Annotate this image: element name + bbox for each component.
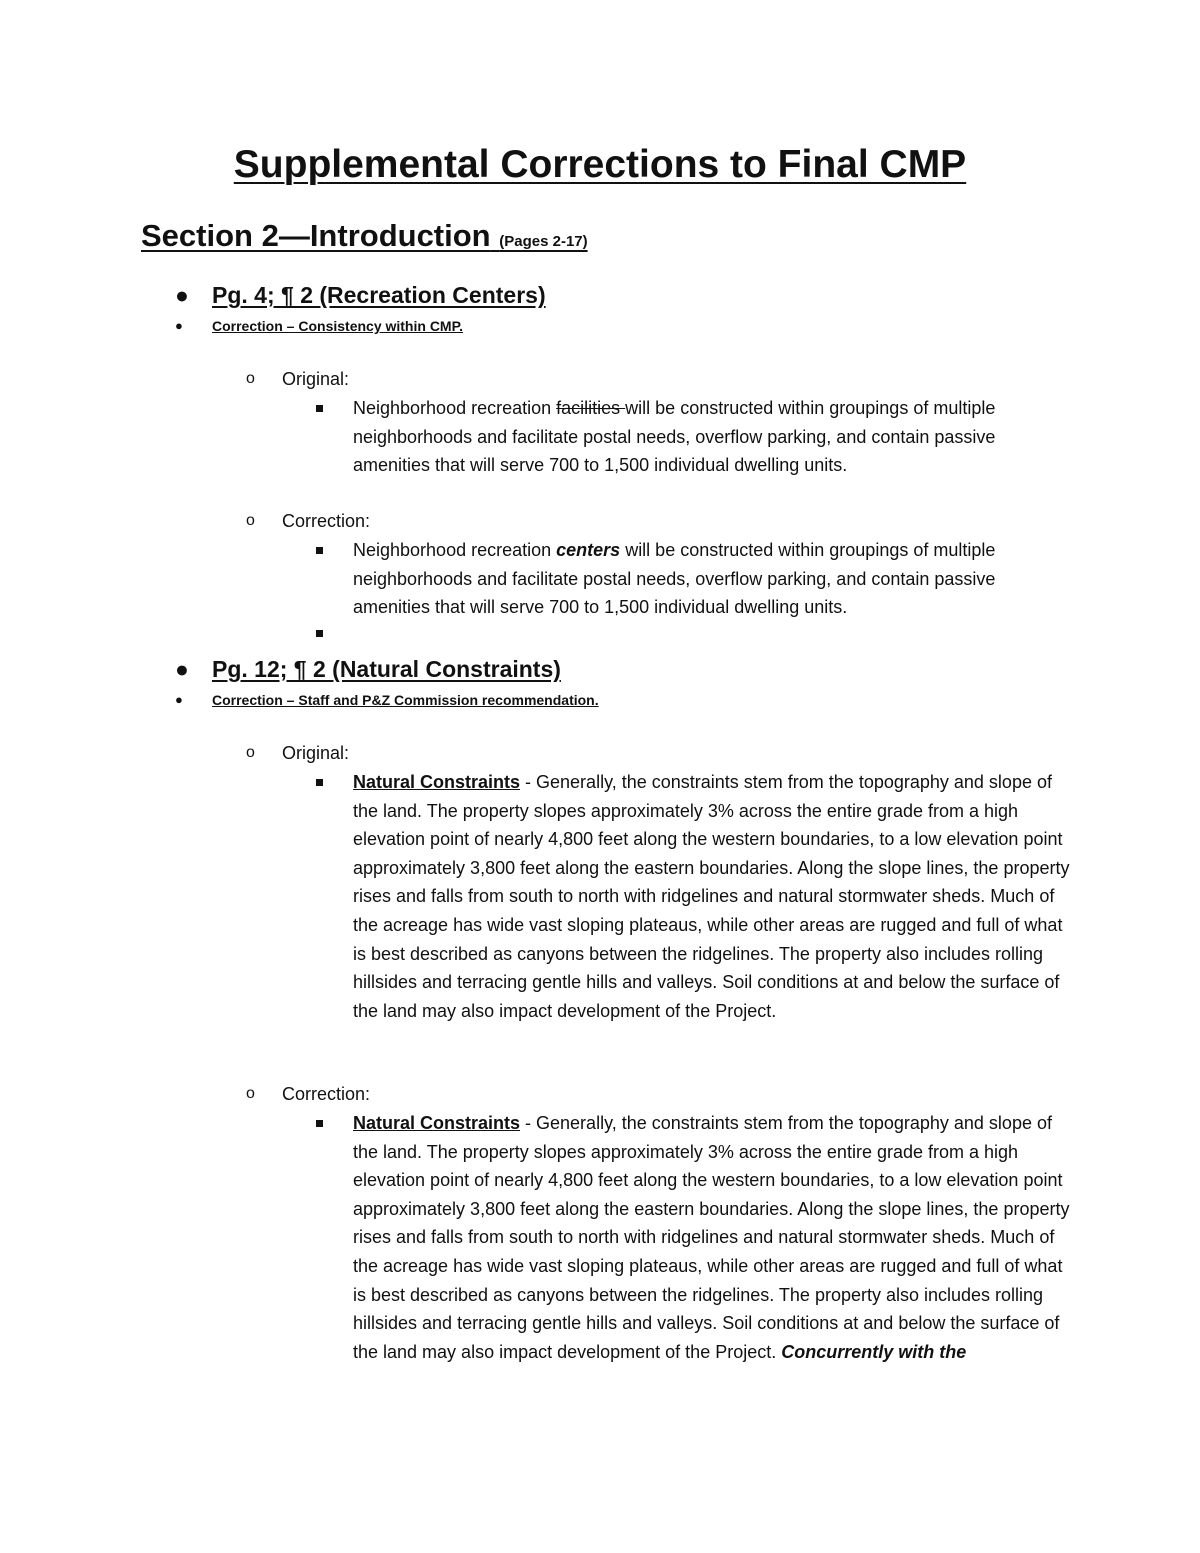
item-note-text: Correction – Consistency within CMP. <box>212 318 464 334</box>
text-run: - Generally, the constraints stem from the topography and slope of the land. The property slopes approximately 3% across the entire grade from a high elevation point of nearly 4,800 feet along the western boundaries, to a low elevation point approximately 3,800 feet along the eastern boundaries. Along the slope lines, the property rises and falls from south to north with ridgelines and natural stormwater sheds. Much of the acreage has wide vast sloping plateaus, while other areas are rugged and full of what is best described as canyons between the ridgelines. The property also includes rolling hillsides and terracing gentle hills and valleys. Soil conditions at and below the surface of the land may also impact development of the Project. <box>353 1113 1070 1362</box>
text-run: Neighborhood recreation <box>353 398 557 418</box>
lead-term: Natural Constraints <box>353 1113 521 1133</box>
item-heading-text: Pg. 12; ¶ 2 (Natural Constraints) <box>212 656 561 682</box>
emphasis-text: centers <box>556 540 621 560</box>
hollow-bullet-icon: o <box>246 370 255 387</box>
document-title-text: Supplemental Corrections to Final CMP <box>233 143 967 186</box>
text-run: will be constructed within groupings of multiple neighborhoods and facilitate postal needs, overflow parking, and contain passive amenities that will serve 700 to 1,500 individual dwelling units. <box>353 540 996 618</box>
original-label-text: Original: <box>282 743 350 763</box>
square-bullet-icon <box>316 1120 323 1127</box>
square-bullet-icon <box>316 779 323 786</box>
lead-term: Natural Constraints <box>353 772 521 792</box>
section-heading-text: Section 2—Introduction <box>141 218 491 253</box>
text-run: Neighborhood recreation <box>353 540 557 560</box>
item-note-text: Correction – Staff and P&Z Commission recommendation. <box>212 692 599 708</box>
correction-paragraph-body <box>353 1109 1073 1366</box>
square-bullet-icon <box>316 547 323 554</box>
hollow-bullet-icon: o <box>246 744 255 761</box>
text-run: - Generally, the constraints stem from the topography and slope of the land. The property slopes approximately 3% across the entire grade from a high elevation point of nearly 4,800 feet along the western boundaries, to a low elevation point approximately 3,800 feet along the eastern boundaries. Along the slope lines, the property rises and falls from south to north with ridgelines and natural stormwater sheds. Much of the acreage has wide vast sloping plateaus, while other areas are rugged and full of what is best described as canyons between the ridgelines. The property also includes rolling hillsides and terracing gentle hills and valleys. Soil conditions at and below the surface of the land may also impact development of the Project. <box>353 772 1070 1021</box>
item-heading-text: Pg. 4; ¶ 2 (Recreation Centers) <box>212 282 546 308</box>
square-bullet-icon <box>316 630 323 637</box>
section-heading <box>141 216 588 262</box>
correction-label-text: Correction: <box>282 1084 371 1104</box>
bullet-icon: ● <box>175 656 189 682</box>
bullet-icon: ● <box>175 692 183 707</box>
emphasis-text: Concurrently with the <box>781 1341 967 1362</box>
section-pages: (Pages 2-17) <box>499 233 588 250</box>
bullet-icon: ● <box>175 318 183 333</box>
text-run: will be constructed within groupings of multiple neighborhoods and facilitate postal needs, overflow parking, and contain passive amenities that will serve 700 to 1,500 individual dwelling units. <box>353 398 996 476</box>
bullet-icon: ● <box>175 282 189 308</box>
correction-label-text: Correction: <box>282 511 371 531</box>
original-paragraph-body <box>353 768 1073 1025</box>
original-paragraph-body <box>353 394 1073 480</box>
correction-paragraph-body <box>353 536 1073 622</box>
struck-text: facilities <box>556 398 626 418</box>
square-bullet-icon <box>316 405 323 412</box>
hollow-bullet-icon: o <box>246 1085 255 1102</box>
document-title <box>0 140 1200 190</box>
hollow-bullet-icon: o <box>246 512 255 529</box>
original-label-text: Original: <box>282 369 350 389</box>
